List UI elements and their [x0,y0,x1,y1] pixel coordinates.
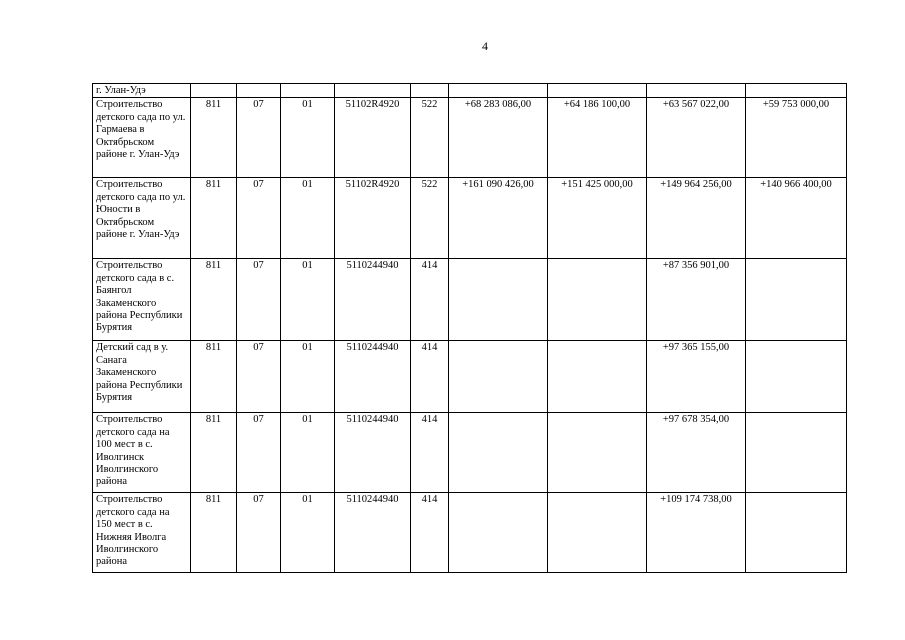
amount-cell: +97 678 354,00 [647,413,746,493]
subsection-code-cell: 01 [281,493,335,573]
table-row [93,341,847,413]
table-row [93,493,847,573]
amount-cell: +151 425 000,00 [548,178,647,259]
amount-cell [746,493,847,573]
object-name-cell: Детский сад в у. Санага Закаменского района Республики Бурятия [93,341,191,413]
amount-cell: +64 186 100,00 [548,98,647,178]
object-name-cell: Строительство детского сада по ул. Гармаева в Октябрьском районе г. Улан-Удэ [93,98,191,178]
amount-cell [746,259,847,341]
ministry-code-cell: 811 [191,178,237,259]
amount-cell [449,413,548,493]
ministry-code-cell: 811 [191,341,237,413]
amount-cell [746,84,847,98]
section-code-cell: 07 [237,178,281,259]
amount-cell [548,341,647,413]
ministry-code-cell: 811 [191,493,237,573]
table-row [93,259,847,341]
amount-cell [548,84,647,98]
page-number: 4 [482,39,488,53]
table-row [93,98,847,178]
amount-cell [647,84,746,98]
expense-type-code-cell: 414 [411,493,449,573]
amount-cell [746,341,847,413]
object-name-cell: г. Улан-Удэ [93,84,191,98]
amount-cell [449,493,548,573]
amount-cell [449,259,548,341]
table-row [93,413,847,493]
target-item-code-cell [335,84,411,98]
expense-type-code-cell: 414 [411,259,449,341]
amount-cell [548,413,647,493]
expense-type-code-cell: 522 [411,178,449,259]
object-name-cell: Строительство детского сада на 100 мест в с. Иволгинск Иволгинского района [93,413,191,493]
target-item-code-cell: 5110244940 [335,259,411,341]
target-item-code-cell: 5110244940 [335,493,411,573]
target-item-code-cell: 51102R4920 [335,98,411,178]
target-item-code-cell: 5110244940 [335,341,411,413]
amount-cell: +59 753 000,00 [746,98,847,178]
amount-cell: +140 966 400,00 [746,178,847,259]
ministry-code-cell: 811 [191,98,237,178]
object-name-cell: Строительство детского сада на 150 мест в с. Нижняя Иволга Иволгинского района [93,493,191,573]
section-code-cell: 07 [237,341,281,413]
amount-cell: +161 090 426,00 [449,178,548,259]
amount-cell [746,413,847,493]
object-name-cell: Строительство детского сада в с. Баянгол Закаменского района Республики Бурятия [93,259,191,341]
budget-table [92,83,847,573]
amount-cell: +109 174 738,00 [647,493,746,573]
ministry-code-cell: 811 [191,259,237,341]
amount-cell: +87 356 901,00 [647,259,746,341]
amount-cell: +97 365 155,00 [647,341,746,413]
section-code-cell: 07 [237,493,281,573]
amount-cell [449,84,548,98]
amount-cell: +68 283 086,00 [449,98,548,178]
subsection-code-cell: 01 [281,259,335,341]
expense-type-code-cell: 414 [411,341,449,413]
expense-type-code-cell: 522 [411,98,449,178]
object-name-cell: Строительство детского сада по ул. Юности в Октябрьском районе г. Улан-Удэ [93,178,191,259]
amount-cell [548,493,647,573]
subsection-code-cell: 01 [281,178,335,259]
table-row [93,84,847,98]
section-code-cell [237,84,281,98]
subsection-code-cell: 01 [281,413,335,493]
subsection-code-cell: 01 [281,341,335,413]
target-item-code-cell: 5110244940 [335,413,411,493]
subsection-code-cell [281,84,335,98]
expense-type-code-cell [411,84,449,98]
section-code-cell: 07 [237,259,281,341]
expense-type-code-cell: 414 [411,413,449,493]
amount-cell [449,341,548,413]
section-code-cell: 07 [237,413,281,493]
amount-cell [548,259,647,341]
target-item-code-cell: 51102R4920 [335,178,411,259]
table-row [93,178,847,259]
ministry-code-cell: 811 [191,413,237,493]
amount-cell: +149 964 256,00 [647,178,746,259]
subsection-code-cell: 01 [281,98,335,178]
amount-cell: +63 567 022,00 [647,98,746,178]
ministry-code-cell [191,84,237,98]
section-code-cell: 07 [237,98,281,178]
